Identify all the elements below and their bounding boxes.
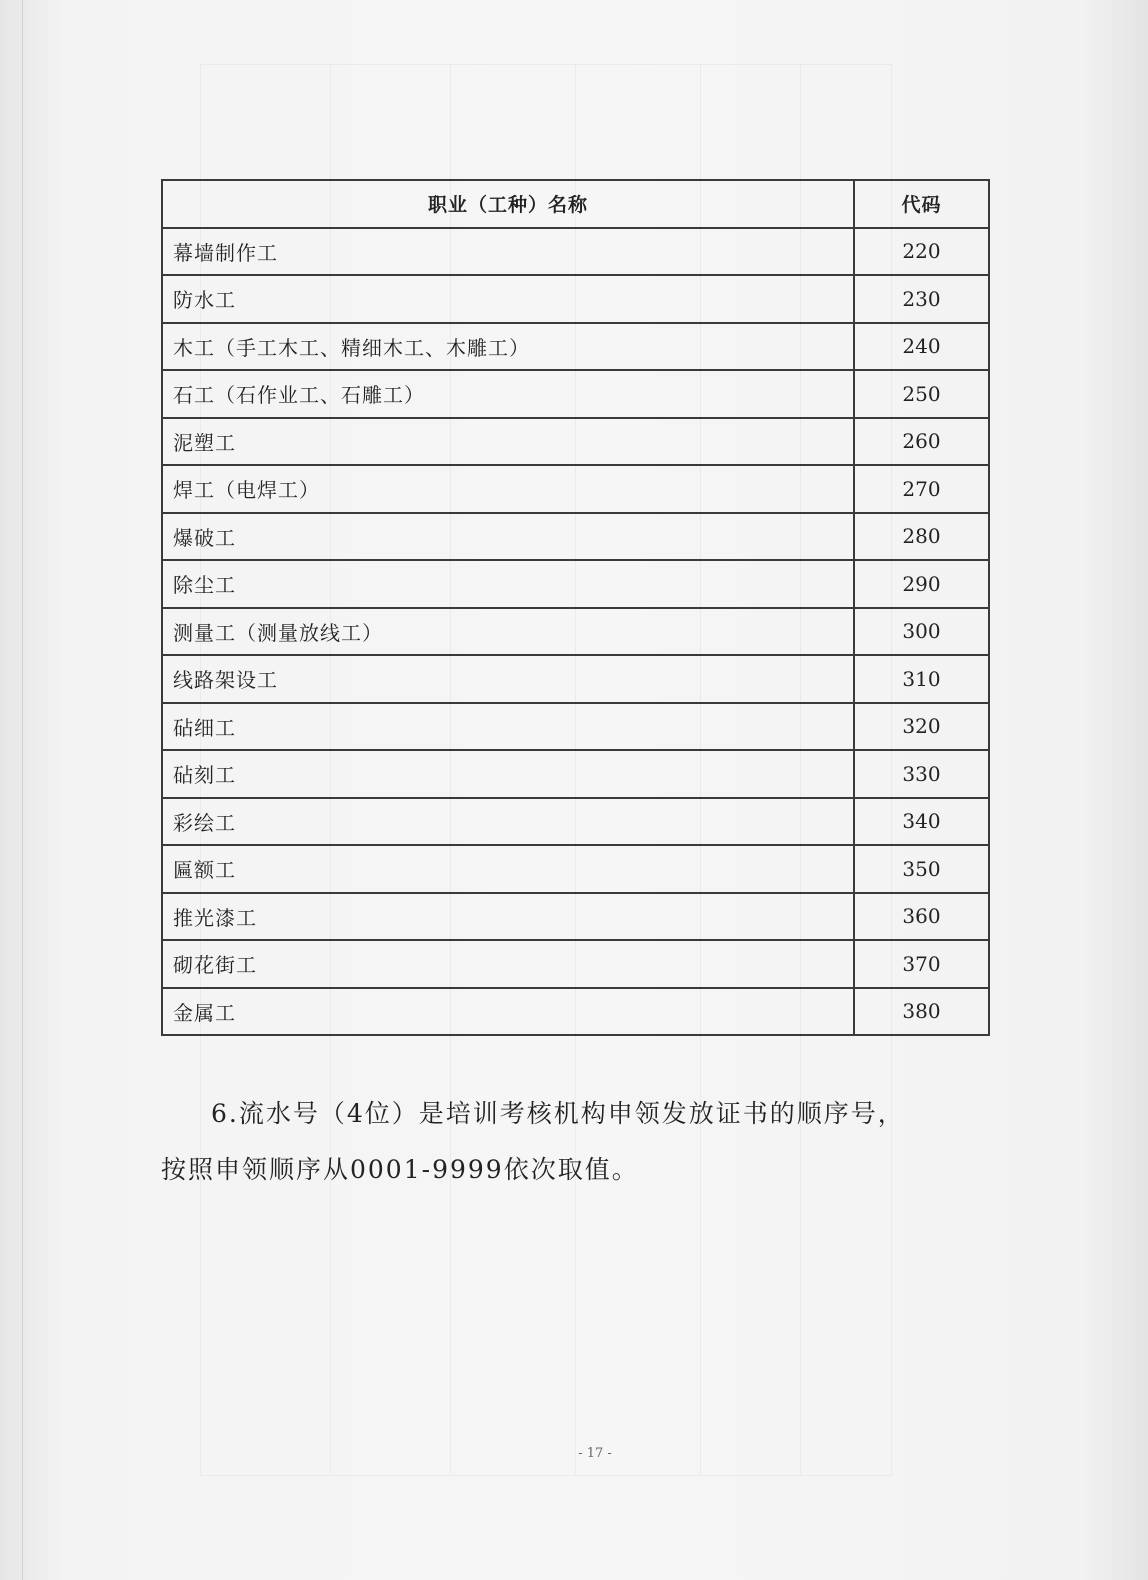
table-row	[162, 323, 989, 371]
occupation-name-cell: 线路架设工	[162, 655, 854, 703]
table-row	[162, 228, 989, 276]
occupation-name-cell: 金属工	[162, 988, 854, 1036]
occupation-name-cell: 防水工	[162, 275, 854, 323]
header-occupation-name: 职业（工种）名称	[162, 180, 854, 228]
table-header-row	[162, 180, 989, 228]
occupation-name-cell: 除尘工	[162, 560, 854, 608]
table-row	[162, 418, 989, 466]
table-row	[162, 988, 989, 1036]
occupation-name-cell: 匾额工	[162, 845, 854, 893]
occupation-name-cell: 彩绘工	[162, 798, 854, 846]
occupation-code-cell: 220	[854, 228, 989, 276]
occupation-code-cell: 380	[854, 988, 989, 1036]
occupation-code-cell: 240	[854, 323, 989, 371]
occupation-name-cell: 幕墙制作工	[162, 228, 854, 276]
table-row	[162, 940, 989, 988]
table-row	[162, 608, 989, 656]
table-row	[162, 465, 989, 513]
table-row	[162, 513, 989, 561]
table-row	[162, 655, 989, 703]
occupation-name-cell: 泥塑工	[162, 418, 854, 466]
table-row	[162, 798, 989, 846]
occupation-code-cell: 250	[854, 370, 989, 418]
occupation-code-cell: 260	[854, 418, 989, 466]
paragraph-line-2: 按照申领顺序从0001-9999依次取值。	[161, 1155, 639, 1184]
header-code: 代码	[854, 180, 989, 228]
occupation-code-cell: 280	[854, 513, 989, 561]
occupation-code-cell: 340	[854, 798, 989, 846]
occupation-name-cell: 砧细工	[162, 703, 854, 751]
paragraph-line-1: 6.流水号（4位）是培训考核机构申领发放证书的顺序号，	[211, 1099, 905, 1128]
occupation-name-cell: 砌花街工	[162, 940, 854, 988]
occupation-code-cell: 330	[854, 750, 989, 798]
occupation-code-table	[161, 179, 990, 1036]
occupation-name-cell: 测量工（测量放线工）	[162, 608, 854, 656]
occupation-code-cell: 310	[854, 655, 989, 703]
table-row	[162, 560, 989, 608]
occupation-name-cell: 爆破工	[162, 513, 854, 561]
binding-edge	[22, 0, 23, 1580]
table-row	[162, 275, 989, 323]
occupation-name-cell: 推光漆工	[162, 893, 854, 941]
occupation-code-cell: 360	[854, 893, 989, 941]
table-row	[162, 370, 989, 418]
occupation-name-cell: 石工（石作业工、石雕工）	[162, 370, 854, 418]
occupation-code-cell: 350	[854, 845, 989, 893]
table-row	[162, 893, 989, 941]
occupation-name-cell: 木工（手工木工、精细木工、木雕工）	[162, 323, 854, 371]
occupation-code-cell: 370	[854, 940, 989, 988]
occupation-code-cell: 320	[854, 703, 989, 751]
occupation-name-cell: 砧刻工	[162, 750, 854, 798]
table-row	[162, 703, 989, 751]
occupation-code-cell: 290	[854, 560, 989, 608]
occupation-code-cell: 230	[854, 275, 989, 323]
page-number: - 17 -	[578, 1446, 612, 1461]
occupation-code-cell: 270	[854, 465, 989, 513]
occupation-code-cell: 300	[854, 608, 989, 656]
table-row	[162, 845, 989, 893]
table-row	[162, 750, 989, 798]
occupation-name-cell: 焊工（电焊工）	[162, 465, 854, 513]
